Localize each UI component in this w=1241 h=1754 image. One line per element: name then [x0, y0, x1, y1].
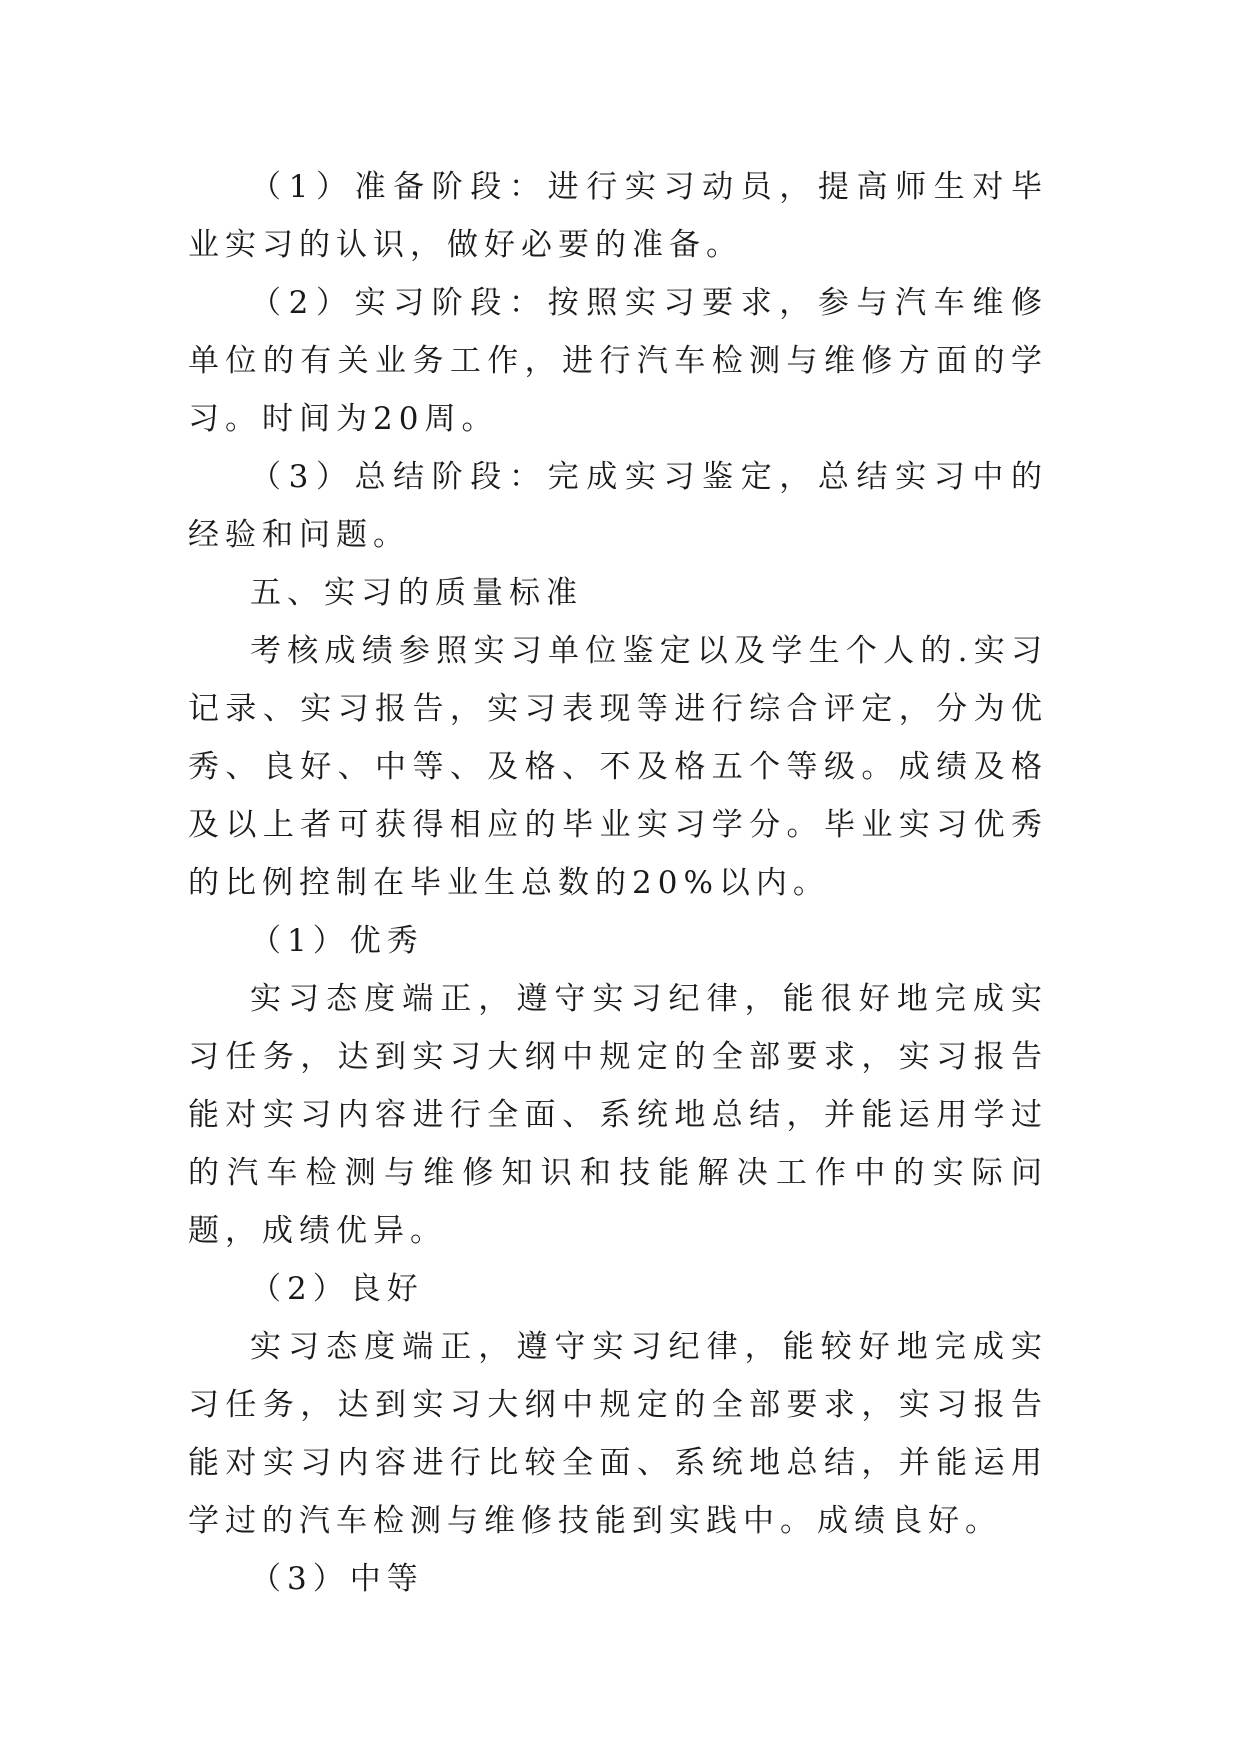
paragraph-good: 实习态度端正，遵守实习纪律，能较好地完成实习任务，达到实习大纲中规定的全部要求，实习报告能对实习内容进行比较全面、系统地总结，并能运用学过的汽车检测与维修技能到实践中。成绩良好。 [188, 1329, 1048, 1539]
paragraph-excellent: 实习态度端正，遵守实习纪律，能很好地完成实习任务，达到实习大纲中规定的全部要求，实习报告能对实习内容进行全面、系统地总结，并能运用学过的汽车检测与维修知识和技能解决工作中的实际问题，成绩优异。 [188, 981, 1048, 1249]
subheading-good: （2）良好 [250, 1271, 424, 1307]
paragraph-assessment: 考核成绩参照实习单位鉴定以及学生个人的.实习记录、实习报告，实习表现等进行综合评定，分为优秀、良好、中等、及格、不及格五个等级。成绩及格及以上者可获得相应的毕业实习学分。毕业实习优秀的比例控制在毕业生总数的20%以内。 [188, 633, 1048, 901]
section-heading-quality-standard: 五、实习的质量标准 [250, 575, 583, 611]
subheading-medium: （3）中等 [250, 1561, 424, 1597]
document-body [188, 158, 1048, 1608]
paragraph-summary-stage: （3）总结阶段：完成实习鉴定，总结实习中的经验和问题。 [188, 459, 1048, 553]
paragraph-preparation-stage: （1）准备阶段：进行实习动员，提高师生对毕业实习的认识，做好必要的准备。 [188, 169, 1048, 263]
paragraph-internship-stage: （2）实习阶段：按照实习要求，参与汽车维修单位的有关业务工作，进行汽车检测与维修方面的学习。时间为20周。 [188, 285, 1048, 437]
subheading-excellent: （1）优秀 [250, 923, 424, 959]
